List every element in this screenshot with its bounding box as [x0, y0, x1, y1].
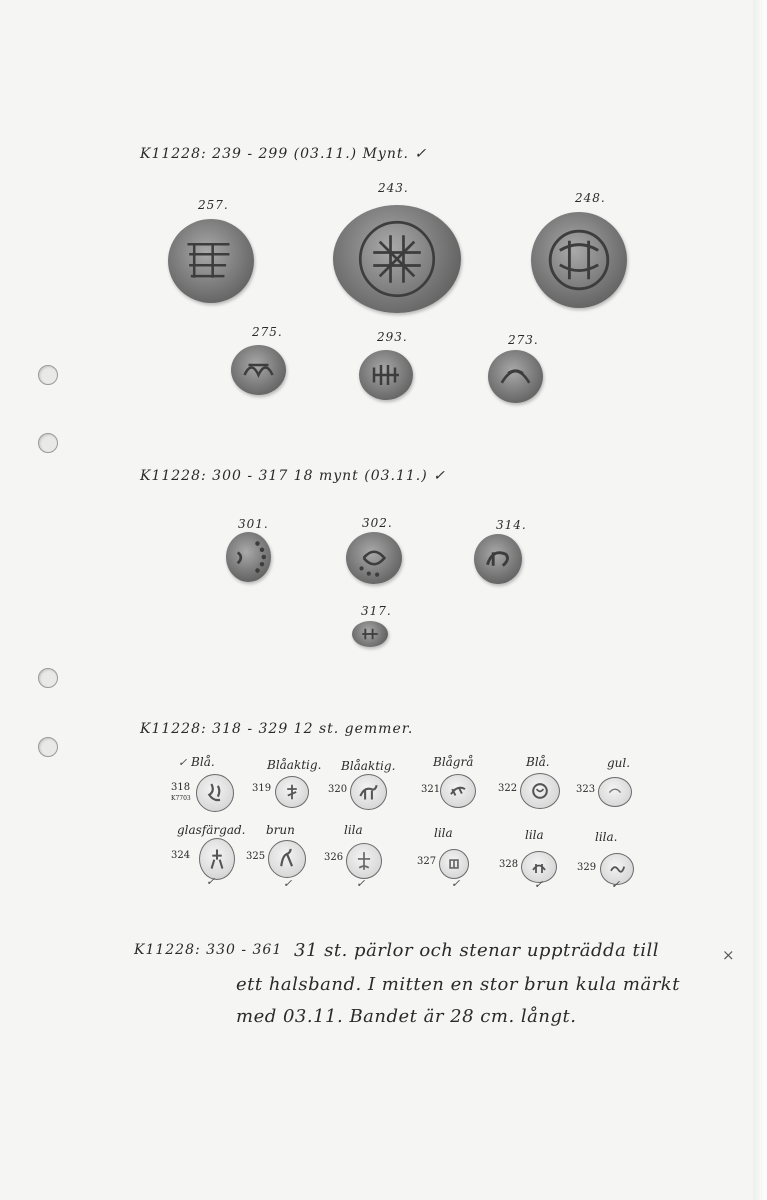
gems-heading: K11228: 318 - 329 12 st. gemmer. [140, 721, 414, 737]
gem-number: 326 [324, 852, 344, 863]
coin-275 [231, 345, 286, 395]
binder-hole [38, 365, 58, 385]
check-mark-icon: ✓ [356, 877, 366, 890]
gem-number: 328 [499, 859, 519, 870]
margin-x-mark: × [722, 946, 735, 964]
gem-327 [439, 849, 469, 879]
check-mark-icon: ✓ [283, 877, 293, 890]
coin-314 [474, 534, 522, 584]
gem-color-label: lila [525, 828, 544, 842]
beads-number: K11228: 330 - 361 [134, 942, 283, 958]
gem-number: 327 [417, 856, 437, 867]
coin-257 [168, 219, 254, 303]
gem-color-label: Blåaktig. [341, 759, 396, 773]
gem-color-label: glasfärgad. [177, 823, 246, 837]
page-edge [753, 0, 767, 1200]
gem-324 [199, 838, 235, 880]
check-mark-icon: ✓ [611, 878, 621, 891]
gem-number: 318 [171, 782, 191, 793]
coins-2-heading: K11228: 300 - 317 18 mynt (03.11.) ✓ [140, 468, 446, 484]
coin-302 [346, 532, 402, 584]
beads-description-line: ett halsband. I mitten en stor brun kula märkt [236, 974, 680, 995]
gem-323 [598, 777, 632, 807]
gem-number: 323 [576, 784, 596, 795]
gem-320 [350, 774, 387, 810]
gem-321 [440, 774, 476, 808]
gem-color-label: lila [344, 823, 363, 837]
gem-color-label: Blågrå [433, 755, 474, 769]
gem-number: 322 [498, 783, 518, 794]
binder-hole [38, 668, 58, 688]
gem-number: 329 [577, 862, 597, 873]
gem-catalog-ref: K7703 [171, 795, 191, 802]
gem-color-label: brun [266, 823, 295, 837]
coins-1-heading: K11228: 239 - 299 (03.11.) Mynt. ✓ [140, 146, 428, 162]
coin-number: 301. [238, 517, 269, 531]
coin-317 [352, 621, 388, 647]
gem-number: 321 [421, 784, 441, 795]
gem-color-label: Blå. [526, 755, 550, 769]
gem-319 [275, 776, 309, 808]
gem-325 [268, 840, 306, 878]
coin-number: 273. [508, 333, 539, 347]
gem-number: 320 [328, 784, 348, 795]
gem-color-label: Blåaktig. [267, 758, 322, 772]
gem-color-label: gul. [607, 756, 631, 770]
coin-243 [333, 205, 461, 313]
check-mark-icon: ✓ [451, 877, 461, 890]
gem-number: 324 [171, 850, 191, 861]
gem-color-label: lila. [595, 830, 618, 844]
coin-number: 293. [377, 330, 408, 344]
coin-number: 257. [198, 198, 229, 212]
coin-number: 275. [252, 325, 283, 339]
coin-number: 314. [496, 518, 527, 532]
gem-color-label: lila [434, 826, 453, 840]
check-mark-icon: ✓ [206, 875, 216, 888]
gem-322 [520, 773, 560, 809]
check-mark-icon: ✓ [178, 756, 188, 769]
gem-label: Blå. [191, 755, 215, 769]
beads-description-line: med 03.11. Bandet är 28 cm. långt. [236, 1006, 577, 1027]
coin-number: 243. [378, 181, 409, 195]
coin-number: 302. [362, 516, 393, 530]
coin-number: 317. [361, 604, 392, 618]
binder-hole [38, 737, 58, 757]
coin-number: 248. [575, 191, 606, 205]
check-mark-icon: ✓ [534, 878, 544, 891]
coin-248 [531, 212, 627, 308]
gem-326 [346, 843, 382, 879]
coin-293 [359, 350, 413, 400]
gem-318 [196, 774, 234, 812]
gem-number: 319 [252, 783, 272, 794]
gem-color-label [178, 755, 215, 769]
coin-301 [226, 532, 271, 582]
beads-description-line: 31 st. pärlor och stenar uppträdda till [294, 940, 660, 961]
binder-hole [38, 433, 58, 453]
gem-number: 325 [246, 851, 266, 862]
coin-273 [488, 350, 543, 403]
